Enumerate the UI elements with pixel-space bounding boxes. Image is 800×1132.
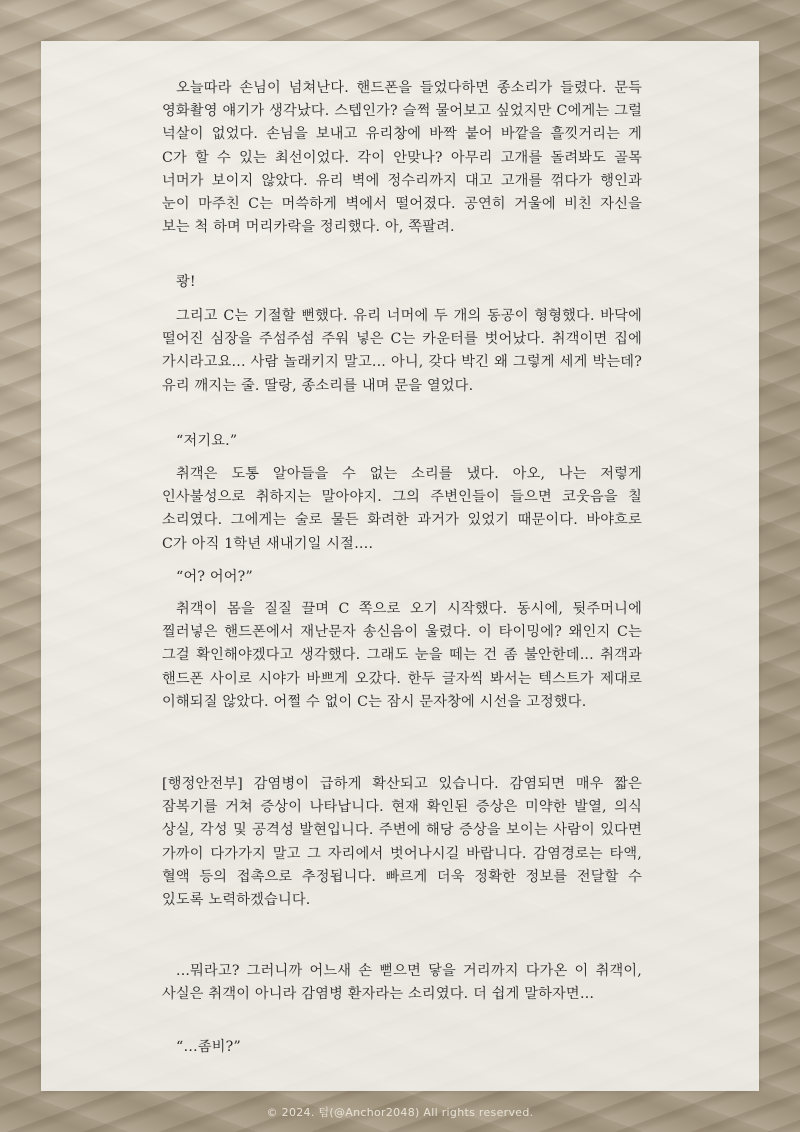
body-paragraph-3: 그리고 C는 기절할 뻔했다. 유리 너머에 두 개의 동공이 형형했다. 바닥에 떨어진 심장을 주섬주섬 주워 넣은 C는 카운터를 벗어났다. 취객이면 집에 가시라고요... 사람 놀래키지 말고... 아니, 갖다 박긴 왜 그렇게 세게 박는데? 유리 깨지는 줄. 딸랑, 종소리를 내며 문을 열었다. — [162, 308, 642, 394]
body-paragraph-6: ...뭐라고? 그러니까 어느새 손 뻗으면 닿을 거리까지 다가온 이 취객이, 사실은 취객이 아니라 감염병 환자라는 소리였다. 더 쉽게 말하자면… — [162, 963, 642, 1003]
dialogue-line-1: “저기요.” — [176, 433, 238, 449]
dialogue-line-3: “…좀비?” — [176, 1039, 241, 1055]
dialogue-line-2: “어? 어어?” — [176, 569, 253, 585]
body-paragraph-4: 취객은 도통 알아들을 수 없는 소리를 냈다. 아오, 나는 저렇게 인사불성으로 취하지는 말아야지. 그의 주변인들이 들으면 코웃음을 칠 소리였다. 그에게는 술로 물든 화려한 과거가 있었기 때문이다. 바야흐로 C가 아직 1학년 새내기일 시절…. — [162, 466, 642, 552]
body-paragraph-1: 오늘따라 손님이 넘쳐난다. 핸드폰을 들었다하면 종소리가 들렸다. 문득 영화촬영 얘기가 생각났다. 스텝인가? 슬쩍 물어보고 싶었지만 C에게는 그럴 넉살이 없었다. 손님을 보내고 유리창에 바짝 붙어 바깥을 흘낏거리는 게 C가 할 수 있는 최선이었다. 각이 안맞나? 아무리 고개를 돌려봐도 골목 너머가 보이지 않았다. 유리 벽에 정수리까지 대고 고개를 꺾다가 행인과 눈이 마주친 C는 머쓱하게 벽에서 떨어졌다. 공연히 거울에 비친 자신을 보는 척 하며 머리카락을 정리했다. 아, 쪽팔려. — [162, 80, 642, 236]
body-paragraph-5: 취객이 몸을 질질 끌며 C 쪽으로 오기 시작했다. 동시에, 뒷주머니에 찔러넣은 핸드폰에서 재난문자 송신음이 울렸다. 이 타이밍에? 왜인지 C는 그걸 확인해야겠다고 생각했다. 그래도 눈을 떼는 건 좀 불안한데... 취객과 핸드폰 사이로 시야가 바쁘게 오갔다. 한두 글자씩 봐서는 텍스트가 제대로 이해되질 않았다. 어쩔 수 없이 C는 잠시 문자창에 시선을 고정했다. — [162, 601, 642, 710]
disaster-alert-message: [행정안전부] 감염병이 급하게 확산되고 있습니다. 감염되면 매우 짧은 잠복기를 거쳐 증상이 나타납니다. 현재 확인된 증상은 미약한 발열, 의식 상실, 각성 및 공격성 발현입니다. 주변에 해당 증상을 보이는 사람이 있다면 가까이 다가가지 말고 그 자리에서 벗어나시길 바랍니다. 감염경로는 타액, 혈액 등의 접촉으로 추정됩니다. 빠르게 더욱 정확한 정보를 전달할 수 있도록 노력하겠습니다. — [162, 776, 642, 909]
body-paragraph-2: 쾅! — [176, 274, 196, 290]
copyright-footer: © 2024. 텀(@Anchor2048) All rights reserved. — [266, 1106, 534, 1119]
